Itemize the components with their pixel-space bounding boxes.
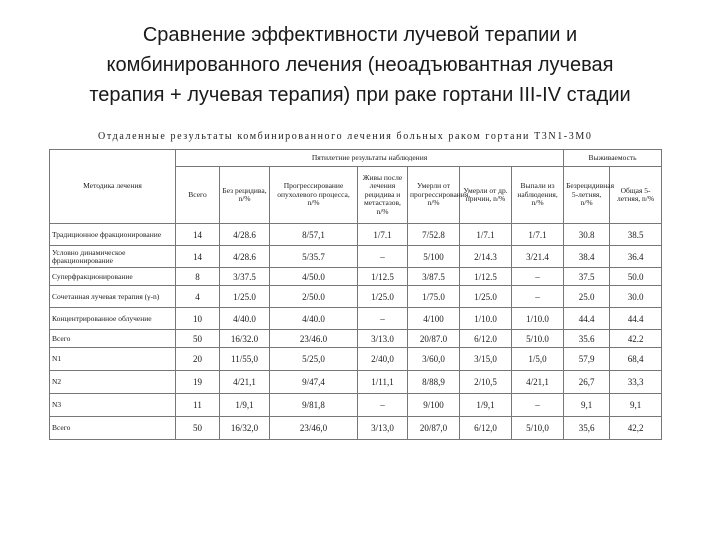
cell-relapse-free-5y: 9,1 — [564, 394, 610, 417]
cell-alive-after: 3/13.0 — [358, 330, 408, 348]
cell-total: 50 — [176, 330, 220, 348]
cell-died-other: 6/12.0 — [460, 330, 512, 348]
cell-overall-5y: 42,2 — [610, 417, 662, 440]
cell-overall-5y: 9,1 — [610, 394, 662, 417]
cell-relapse-free-5y: 57,9 — [564, 348, 610, 371]
cell-no-relapse: 1/9,1 — [220, 394, 270, 417]
cell-died-progression: 3/60,0 — [408, 348, 460, 371]
cell-died-progression: 5/100 — [408, 246, 460, 268]
cell-lost: – — [512, 286, 564, 308]
cell-total: 11 — [176, 394, 220, 417]
cell-no-relapse: 11/55,0 — [220, 348, 270, 371]
cell-overall-5y: 50.0 — [610, 268, 662, 286]
cell-method: Сочетанная лучевая терапия (γ-n) — [50, 286, 176, 308]
header-group-observation: Пятилетние результаты наблюдения — [176, 150, 564, 167]
cell-overall-5y: 33,3 — [610, 371, 662, 394]
cell-method: Концентрированное облучение — [50, 308, 176, 330]
cell-died-other: 1/10.0 — [460, 308, 512, 330]
cell-lost: 1/10.0 — [512, 308, 564, 330]
cell-alive-after: 3/13,0 — [358, 417, 408, 440]
cell-total: 4 — [176, 286, 220, 308]
cell-alive-after: – — [358, 394, 408, 417]
cell-lost: – — [512, 394, 564, 417]
cell-alive-after: 1/7.1 — [358, 224, 408, 246]
header-lost: Выпали из наблюдения, n/% — [512, 167, 564, 224]
cell-relapse-free-5y: 38.4 — [564, 246, 610, 268]
slide-title — [40, 20, 680, 110]
cell-overall-5y: 68,4 — [610, 348, 662, 371]
cell-alive-after: 1/11,1 — [358, 371, 408, 394]
table-caption: Отдаленные результаты комбинированного лечения больных раком гортани T3N1-3M0 — [98, 131, 593, 142]
cell-died-other: 1/9,1 — [460, 394, 512, 417]
cell-died-progression: 1/75.0 — [408, 286, 460, 308]
cell-died-other: 2/14.3 — [460, 246, 512, 268]
cell-died-progression: 7/52.8 — [408, 224, 460, 246]
cell-alive-after: 2/40,0 — [358, 348, 408, 371]
header-method: Методика лечения — [50, 150, 176, 224]
cell-no-relapse: 16/32,0 — [220, 417, 270, 440]
title-line: Сравнение эффективности лучевой терапии и — [142, 24, 578, 46]
header-total: Всего — [176, 167, 220, 224]
cell-method: Условно динамическое фракционирование — [50, 246, 176, 268]
table-row — [50, 394, 662, 417]
cell-no-relapse: 4/28.6 — [220, 246, 270, 268]
cell-total: 8 — [176, 268, 220, 286]
cell-died-progression: 4/100 — [408, 308, 460, 330]
cell-alive-after: 1/25.0 — [358, 286, 408, 308]
table-row — [50, 246, 662, 268]
cell-relapse-free-5y: 30.8 — [564, 224, 610, 246]
cell-no-relapse: 1/25.0 — [220, 286, 270, 308]
cell-died-progression: 9/100 — [408, 394, 460, 417]
cell-relapse-free-5y: 25.0 — [564, 286, 610, 308]
cell-no-relapse: 4/40.0 — [220, 308, 270, 330]
cell-progression: 5/25,0 — [270, 348, 358, 371]
cell-progression: 2/50.0 — [270, 286, 358, 308]
cell-overall-5y: 42.2 — [610, 330, 662, 348]
table-row — [50, 268, 662, 286]
cell-no-relapse: 3/37.5 — [220, 268, 270, 286]
table-row — [50, 308, 662, 330]
title-line: терапия + лучевая терапия) при раке гортани III-IV стадии — [89, 84, 631, 106]
cell-alive-after: 1/12.5 — [358, 268, 408, 286]
cell-died-other: 6/12,0 — [460, 417, 512, 440]
cell-overall-5y: 38.5 — [610, 224, 662, 246]
cell-relapse-free-5y: 37.5 — [564, 268, 610, 286]
cell-method: N3 — [50, 394, 176, 417]
cell-method: Всего — [50, 417, 176, 440]
cell-lost: 4/21,1 — [512, 371, 564, 394]
cell-overall-5y: 36.4 — [610, 246, 662, 268]
cell-died-other: 1/7.1 — [460, 224, 512, 246]
cell-no-relapse: 16/32.0 — [220, 330, 270, 348]
cell-relapse-free-5y: 26,7 — [564, 371, 610, 394]
cell-relapse-free-5y: 44.4 — [564, 308, 610, 330]
cell-progression: 23/46,0 — [270, 417, 358, 440]
cell-died-other: 2/10,5 — [460, 371, 512, 394]
header-no-relapse: Без рецидива, n/% — [220, 167, 270, 224]
cell-progression: 4/50.0 — [270, 268, 358, 286]
cell-died-other: 1/25.0 — [460, 286, 512, 308]
cell-alive-after: – — [358, 308, 408, 330]
cell-progression: 9/47,4 — [270, 371, 358, 394]
cell-lost: 1/5,0 — [512, 348, 564, 371]
cell-relapse-free-5y: 35,6 — [564, 417, 610, 440]
cell-total: 14 — [176, 246, 220, 268]
cell-total: 19 — [176, 371, 220, 394]
header-group-survival: Выживаемость — [564, 150, 662, 167]
cell-overall-5y: 30.0 — [610, 286, 662, 308]
cell-no-relapse: 4/28.6 — [220, 224, 270, 246]
table-row — [50, 224, 662, 246]
cell-progression: 9/81,8 — [270, 394, 358, 417]
cell-method: Суперфракционирование — [50, 268, 176, 286]
cell-died-progression: 3/87.5 — [408, 268, 460, 286]
cell-lost: – — [512, 268, 564, 286]
cell-overall-5y: 44.4 — [610, 308, 662, 330]
header-alive-after: Живы после лечения рецидива и метастазов, n/% — [358, 167, 408, 224]
cell-progression: 4/40.0 — [270, 308, 358, 330]
cell-died-progression: 20/87.0 — [408, 330, 460, 348]
cell-total: 50 — [176, 417, 220, 440]
cell-total: 20 — [176, 348, 220, 371]
cell-progression: 23/46.0 — [270, 330, 358, 348]
cell-lost: 5/10,0 — [512, 417, 564, 440]
header-died-other: Умерли от др. причин, n/% — [460, 167, 512, 224]
cell-method: N1 — [50, 348, 176, 371]
cell-lost: 3/21.4 — [512, 246, 564, 268]
cell-total: 14 — [176, 224, 220, 246]
cell-method: Всего — [50, 330, 176, 348]
cell-died-progression: 8/88,9 — [408, 371, 460, 394]
cell-died-progression: 20/87,0 — [408, 417, 460, 440]
cell-lost: 5/10.0 — [512, 330, 564, 348]
cell-method: N2 — [50, 371, 176, 394]
cell-lost: 1/7.1 — [512, 224, 564, 246]
table-row — [50, 348, 662, 371]
title-line: комбинированного лечения (неоадъювантная лучевая — [106, 54, 614, 76]
table-row — [50, 371, 662, 394]
cell-method: Традиционное фракционирование — [50, 224, 176, 246]
header-progression: Прогрессирование опухолевого процесса, n/% — [270, 167, 358, 224]
cell-alive-after: – — [358, 246, 408, 268]
cell-relapse-free-5y: 35.6 — [564, 330, 610, 348]
cell-died-other: 1/12.5 — [460, 268, 512, 286]
cell-progression: 8/57,1 — [270, 224, 358, 246]
cell-progression: 5/35.7 — [270, 246, 358, 268]
table-row-total — [50, 330, 662, 348]
header-relapse-free-5y: Безрецидивная 5-летняя, n/% — [564, 167, 610, 224]
cell-died-other: 3/15,0 — [460, 348, 512, 371]
header-died-progression: Умерли от прогрессирования, n/% — [408, 167, 460, 224]
table-row — [50, 286, 662, 308]
cell-no-relapse: 4/21,1 — [220, 371, 270, 394]
table-row-total — [50, 417, 662, 440]
results-table — [49, 149, 662, 440]
header-overall-5y: Общая 5-летняя, n/% — [610, 167, 662, 224]
cell-total: 10 — [176, 308, 220, 330]
